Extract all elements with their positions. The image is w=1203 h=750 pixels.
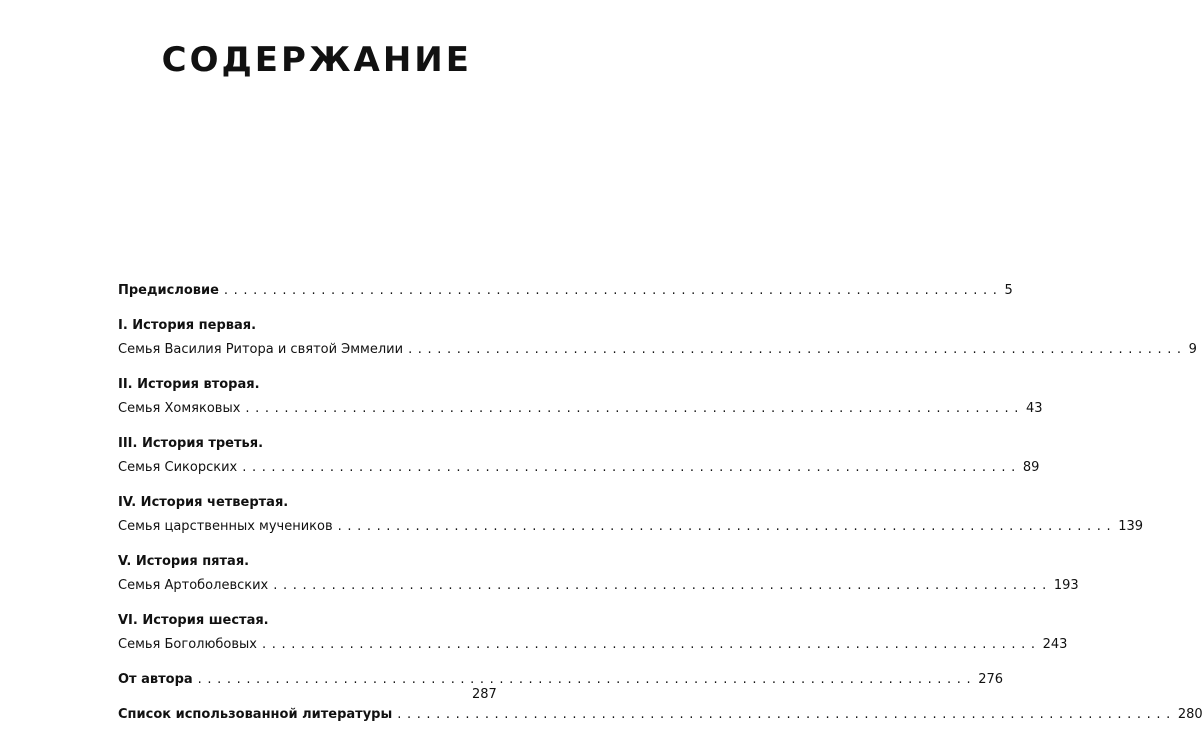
toc-subtitle: Семья Боголюбовых (118, 637, 257, 652)
toc-line[interactable] (118, 282, 1013, 300)
toc-entry-preface (118, 282, 1013, 300)
toc-page-number: 193 (1053, 578, 1079, 593)
toc-line[interactable] (118, 518, 1144, 536)
toc-heading: II. История вторая. (118, 377, 260, 392)
toc-page-number: 43 (1026, 401, 1043, 416)
toc-subtitle: Семья Хомяковых (118, 401, 241, 416)
dot-leader: ................................................................................ (408, 342, 1187, 357)
toc-page-number: 276 (978, 672, 1004, 687)
toc-page-number: 5 (1004, 283, 1013, 298)
toc-subtitle: Семья царственных мучеников (118, 519, 333, 534)
toc-heading: VI. История шестая. (118, 613, 269, 628)
dot-leader: ................................................................................ (245, 401, 1025, 416)
toc-heading: IV. История четвертая. (118, 495, 289, 510)
toc-entry-story-5 (118, 553, 1079, 595)
toc-line[interactable] (118, 636, 1068, 654)
toc-subtitle: Семья Сикорских (118, 460, 238, 475)
toc-heading: III. История третья. (118, 436, 264, 451)
toc-subtitle: Семья Василия Ритора и святой Эммелии (118, 342, 404, 357)
toc-line[interactable] (118, 577, 1079, 595)
dot-leader: ................................................................................ (262, 637, 1041, 652)
toc-entry-story-6 (118, 612, 1068, 654)
toc-title: Предисловие (118, 283, 219, 298)
toc-title: Список использованной литературы (118, 707, 393, 722)
toc-line[interactable] (118, 459, 1040, 477)
toc-entry-story-4 (118, 494, 1144, 536)
dot-leader: ................................................................................ (397, 707, 1176, 722)
dot-leader: ................................................................................ (197, 672, 977, 687)
page-title: СОДЕРЖАНИЕ (161, 40, 472, 80)
toc-entry-story-1 (118, 317, 1197, 359)
toc-heading: I. История первая. (118, 318, 257, 333)
toc-line[interactable] (118, 400, 1043, 418)
toc-page-number: 9 (1188, 342, 1197, 357)
toc-line[interactable] (118, 706, 1203, 724)
toc-entry-bibliography (118, 706, 1203, 724)
page-number: 287 (472, 687, 497, 702)
toc-subtitle: Семья Артоболевских (118, 578, 269, 593)
toc-entry-story-2 (118, 376, 1043, 418)
dot-leader: ................................................................................ (273, 578, 1052, 593)
toc-title: От автора (118, 672, 193, 687)
toc-page-number: 243 (1042, 637, 1068, 652)
dot-leader: ................................................................................ (337, 519, 1117, 534)
toc-page-number: 89 (1022, 460, 1040, 475)
toc-line[interactable] (118, 341, 1197, 359)
dot-leader: ................................................................................ (242, 460, 1021, 475)
toc-page-number: 280 (1177, 707, 1203, 722)
toc-entry-story-3 (118, 435, 1040, 477)
dot-leader: ................................................................................ (223, 283, 1003, 298)
toc-page-number: 139 (1118, 519, 1144, 534)
toc-heading: V. История пятая. (118, 554, 250, 569)
toc-line[interactable] (118, 671, 1004, 689)
toc-entry-from-author (118, 671, 1004, 689)
